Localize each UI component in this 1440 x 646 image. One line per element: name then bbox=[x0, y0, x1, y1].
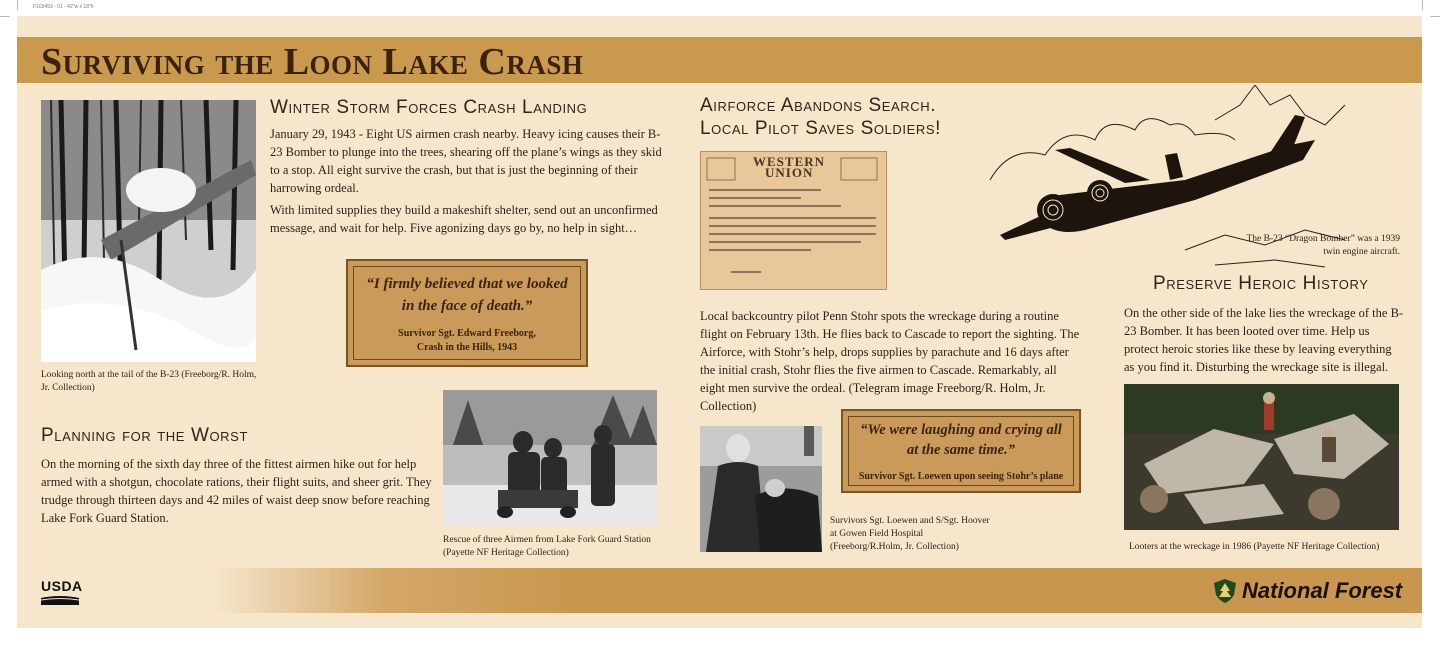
loewen-quote-box bbox=[841, 409, 1081, 493]
winter-storm-heading: Winter Storm Forces Crash Landing bbox=[270, 97, 588, 118]
airforce-heading-line1: Airforce Abandons Search. bbox=[700, 95, 937, 116]
telegram-image bbox=[700, 151, 887, 290]
winter-storm-paragraph-1: January 29, 1943 - Eight US airmen crash nearby. Heavy icing causes their B-23 Bomber to plunge into the trees, shearing off the plane’s wings as they skid to a stop. All eight survive the crash, but that is just the beginning of their harrowing ordeal. bbox=[270, 127, 662, 195]
telegram-text-lines bbox=[701, 152, 887, 290]
loewen-quote-text: “We were laughing and crying all at the same time.” bbox=[860, 422, 1062, 458]
preserve-heading: Preserve Heroic History bbox=[1153, 273, 1369, 294]
tail-photo-caption: Looking north at the tail of the B-23 (Freeborg/R. Holm, Jr. Collection) bbox=[41, 370, 257, 393]
bomber-caption-line2: twin engine aircraft. bbox=[1323, 247, 1400, 257]
freeborg-quote-attribution-2: Crash in the Hills, 1943 bbox=[416, 342, 518, 353]
winter-storm-paragraph-2: With limited supplies they build a makeshift shelter, send out an unconfirmed message, and wait for help. Five agonizing days go by, no help in sight… bbox=[270, 203, 658, 235]
freeborg-quote-box bbox=[346, 259, 588, 367]
crop-mark bbox=[17, 0, 18, 10]
usda-logo-text: USDA bbox=[41, 578, 83, 594]
preserve-paragraph: On the other side of the lake lies the wreckage of the B-23 Bomber. It has been looted over time. Help us protect heroic stories like these by leaving everything as you find it. Disturbing the wreckage site is illegal. bbox=[1124, 306, 1404, 374]
page-title: Surviving the Loon Lake Crash bbox=[41, 41, 584, 83]
rescue-image bbox=[443, 390, 657, 525]
survivors-photo-caption: Survivors Sgt. Loewen and S/Sgt. Hoover at Gowen Field Hospital (Freeborg/R.Holm, Jr. Collection) bbox=[830, 516, 990, 552]
freeborg-quote-text: “I firmly believed that we looked in the face of death.” bbox=[366, 276, 568, 314]
freeborg-quote-attribution-1: Survivor Sgt. Edward Freeborg, bbox=[398, 328, 536, 339]
crop-mark bbox=[1430, 16, 1440, 17]
telegram-brand-line1: WESTERN bbox=[753, 154, 826, 169]
planning-paragraph: On the morning of the sixth day three of the fittest airmen hike out for help armed with a shotgun, chocolate rations, their flight suits, and sheer grit. They trudge through thirteen days and 42 miles of waist deep snow before reaching Lake Fork Guard Station. bbox=[41, 457, 432, 525]
tail-photo bbox=[41, 100, 256, 362]
wreckage-image bbox=[1124, 384, 1399, 530]
usda-swoosh-icon bbox=[41, 595, 79, 605]
snowy-forest-image bbox=[41, 100, 256, 362]
national-forest-logo bbox=[1214, 578, 1402, 604]
airforce-heading-line2: Local Pilot Saves Soldiers! bbox=[700, 118, 941, 139]
footer-bar bbox=[17, 568, 1422, 613]
national-forest-text: National Forest bbox=[1242, 578, 1403, 603]
print-slug: F103493 - 01 - 42"w x 18"h bbox=[33, 4, 94, 10]
telegram-brand-line2: UNION bbox=[765, 165, 814, 180]
rescue-photo bbox=[443, 390, 657, 525]
crop-mark bbox=[1422, 0, 1423, 10]
forest-service-shield-icon bbox=[1214, 579, 1236, 603]
loewen-quote-attribution: Survivor Sgt. Loewen upon seeing Stohr’s plane bbox=[858, 471, 1064, 482]
usda-logo bbox=[41, 578, 81, 605]
looters-photo bbox=[1124, 384, 1399, 530]
planning-heading: Planning for the Worst bbox=[41, 425, 248, 446]
looters-photo-caption: Looters at the wreckage in 1986 (Payette NF Heritage Collection) bbox=[1129, 542, 1380, 552]
bomber-caption-line1: The B-23 “Dragon Bomber” was a 1939 bbox=[1246, 234, 1400, 244]
crop-mark bbox=[0, 16, 10, 17]
survivors-photo bbox=[700, 426, 822, 552]
survivors-image bbox=[700, 426, 822, 552]
airforce-paragraph: Local backcountry pilot Penn Stohr spots the wreckage during a routine flight on February 13th. He flies back to Cascade to report the sighting. The Airforce, with Stohr’s help, drops supplies by parachute and 16 days after the initial crash, Stohr flies the five airmen to Cascade. Remarkably, all eight men survive the ordeal. (Telegram image Freeborg/R. Holm, Jr. Collection) bbox=[700, 309, 1080, 413]
rescue-photo-caption: Rescue of three Airmen from Lake Fork Guard Station (Payette NF Heritage Collection) bbox=[443, 535, 651, 558]
